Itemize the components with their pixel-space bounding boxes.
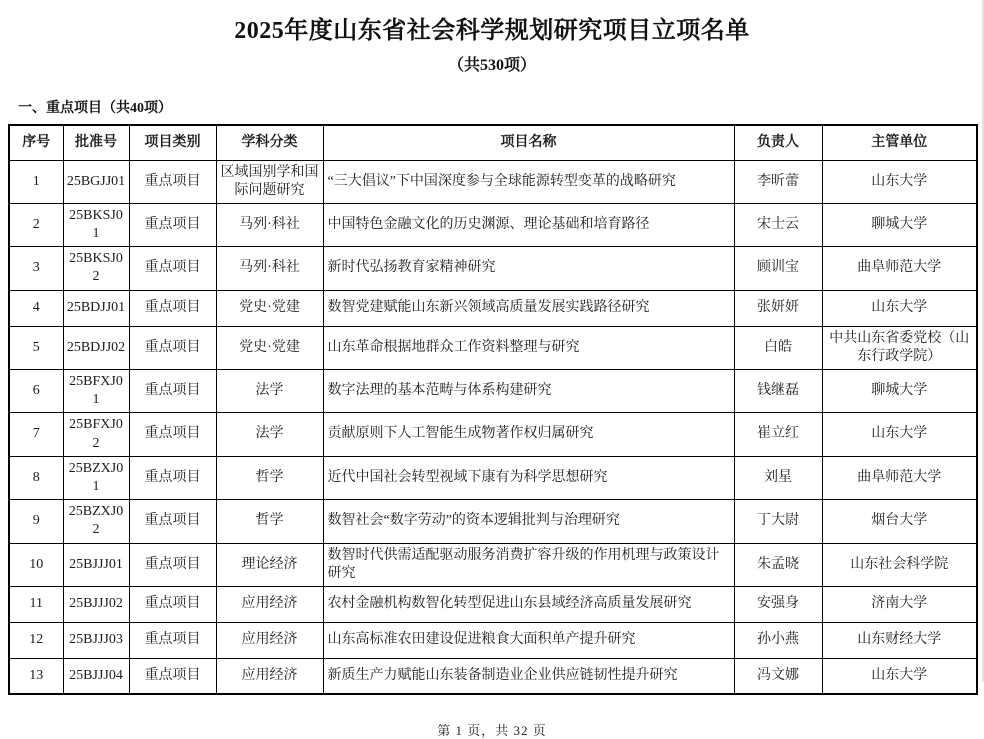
page-number-footer: 第 1 页，共 32 页 <box>437 723 547 739</box>
cell-category: 重点项目 <box>129 290 216 326</box>
cell-project: “三大倡议”下中国深度参与全球能源转型变革的战略研究 <box>323 160 734 203</box>
cell-project: 数智党建赋能山东新兴领域高质量发展实践路径研究 <box>323 290 734 326</box>
table-row <box>9 203 977 246</box>
section-heading: 一、重点项目（共40项） <box>18 101 172 116</box>
cell-no: 7 <box>9 413 63 456</box>
cell-discipline: 马列·科社 <box>216 203 323 246</box>
column-header: 批准号 <box>63 125 129 160</box>
cell-leader: 宋士云 <box>734 203 822 246</box>
column-header: 负责人 <box>734 125 822 160</box>
table-header-row <box>9 125 977 160</box>
cell-approval_no: 25BJJJ04 <box>63 658 129 694</box>
cell-discipline: 马列·科社 <box>216 247 323 290</box>
cell-leader: 朱孟晓 <box>734 543 822 586</box>
cell-discipline: 应用经济 <box>216 622 323 658</box>
table-row <box>9 160 977 203</box>
cell-no: 3 <box>9 247 63 290</box>
cell-unit: 山东财经大学 <box>822 622 977 658</box>
cell-no: 10 <box>9 543 63 586</box>
cell-project: 中国特色金融文化的历史渊源、理论基础和培育路径 <box>323 203 734 246</box>
cell-approval_no: 25BKSJ02 <box>63 247 129 290</box>
cell-unit: 曲阜师范大学 <box>822 456 977 499</box>
cell-project: 数字法理的基本范畴与体系构建研究 <box>323 370 734 413</box>
column-header: 项目类别 <box>129 125 216 160</box>
column-header: 序号 <box>9 125 63 160</box>
cell-approval_no: 25BZXJ01 <box>63 456 129 499</box>
table-body <box>9 160 977 694</box>
cell-discipline: 法学 <box>216 413 323 456</box>
cell-category: 重点项目 <box>129 203 216 246</box>
page-subtitle: （共530项） <box>447 57 536 74</box>
cell-category: 重点项目 <box>129 500 216 543</box>
cell-approval_no: 25BZXJ02 <box>63 500 129 543</box>
cell-discipline: 应用经济 <box>216 658 323 694</box>
cell-leader: 钱继磊 <box>734 370 822 413</box>
cell-unit: 聊城大学 <box>822 370 977 413</box>
cell-no: 12 <box>9 622 63 658</box>
cell-category: 重点项目 <box>129 326 216 369</box>
table-row <box>9 586 977 622</box>
cell-approval_no: 25BGJJ01 <box>63 160 129 203</box>
cell-category: 重点项目 <box>129 586 216 622</box>
cell-category: 重点项目 <box>129 160 216 203</box>
table-row <box>9 658 977 694</box>
table-row <box>9 326 977 369</box>
table-row <box>9 370 977 413</box>
cell-unit: 山东大学 <box>822 658 977 694</box>
cell-leader: 张妍妍 <box>734 290 822 326</box>
table-row <box>9 456 977 499</box>
cell-no: 8 <box>9 456 63 499</box>
cell-project: 贡献原则下人工智能生成物著作权归属研究 <box>323 413 734 456</box>
cell-leader: 孙小燕 <box>734 622 822 658</box>
cell-category: 重点项目 <box>129 413 216 456</box>
cell-unit: 山东大学 <box>822 160 977 203</box>
cell-project: 新时代弘扬教育家精神研究 <box>323 247 734 290</box>
cell-discipline: 哲学 <box>216 500 323 543</box>
cell-project: 山东革命根据地群众工作资料整理与研究 <box>323 326 734 369</box>
table-row <box>9 247 977 290</box>
cell-leader: 丁大尉 <box>734 500 822 543</box>
cell-unit: 山东大学 <box>822 413 977 456</box>
cell-approval_no: 25BJJJ03 <box>63 622 129 658</box>
cell-leader: 冯文娜 <box>734 658 822 694</box>
cell-project: 农村金融机构数智化转型促进山东县域经济高质量发展研究 <box>323 586 734 622</box>
cell-unit: 曲阜师范大学 <box>822 247 977 290</box>
cell-no: 9 <box>9 500 63 543</box>
cell-project: 近代中国社会转型视域下康有为科学思想研究 <box>323 456 734 499</box>
cell-unit: 山东社会科学院 <box>822 543 977 586</box>
cell-category: 重点项目 <box>129 247 216 290</box>
cell-approval_no: 25BJJJ02 <box>63 586 129 622</box>
cell-leader: 刘星 <box>734 456 822 499</box>
cell-no: 5 <box>9 326 63 369</box>
cell-discipline: 法学 <box>216 370 323 413</box>
cell-discipline: 区域国别学和国际问题研究 <box>216 160 323 203</box>
cell-unit: 聊城大学 <box>822 203 977 246</box>
cell-category: 重点项目 <box>129 658 216 694</box>
cell-unit: 山东大学 <box>822 290 977 326</box>
table-row <box>9 622 977 658</box>
cell-project: 新质生产力赋能山东装备制造业企业供应链韧性提升研究 <box>323 658 734 694</box>
cell-discipline: 理论经济 <box>216 543 323 586</box>
cell-no: 13 <box>9 658 63 694</box>
page-title: 2025年度山东省社会科学规划研究项目立项名单 <box>234 18 750 44</box>
table-header <box>9 125 977 160</box>
cell-leader: 顾训宝 <box>734 247 822 290</box>
cell-project: 山东高标准农田建设促进粮食大面积单产提升研究 <box>323 622 734 658</box>
column-header: 学科分类 <box>216 125 323 160</box>
cell-no: 1 <box>9 160 63 203</box>
cell-approval_no: 25BDJJ02 <box>63 326 129 369</box>
cell-discipline: 党史·党建 <box>216 290 323 326</box>
cell-category: 重点项目 <box>129 456 216 499</box>
cell-discipline: 应用经济 <box>216 586 323 622</box>
cell-discipline: 哲学 <box>216 456 323 499</box>
cell-approval_no: 25BDJJ01 <box>63 290 129 326</box>
cell-project: 数智时代供需适配驱动服务消费扩容升级的作用机理与政策设计研究 <box>323 543 734 586</box>
cell-approval_no: 25BFXJ01 <box>63 370 129 413</box>
cell-category: 重点项目 <box>129 370 216 413</box>
cell-project: 数智社会“数字劳动”的资本逻辑批判与治理研究 <box>323 500 734 543</box>
cell-no: 11 <box>9 586 63 622</box>
cell-category: 重点项目 <box>129 543 216 586</box>
table-row <box>9 500 977 543</box>
cell-leader: 李昕蕾 <box>734 160 822 203</box>
cell-approval_no: 25BFXJ02 <box>63 413 129 456</box>
project-table <box>8 124 978 695</box>
table-row <box>9 413 977 456</box>
column-header: 项目名称 <box>323 125 734 160</box>
cell-discipline: 党史·党建 <box>216 326 323 369</box>
column-header: 主管单位 <box>822 125 977 160</box>
cell-unit: 济南大学 <box>822 586 977 622</box>
cell-approval_no: 25BJJJ01 <box>63 543 129 586</box>
cell-category: 重点项目 <box>129 622 216 658</box>
cell-approval_no: 25BKSJ01 <box>63 203 129 246</box>
cell-no: 2 <box>9 203 63 246</box>
cell-leader: 安强身 <box>734 586 822 622</box>
cell-leader: 崔立红 <box>734 413 822 456</box>
cell-unit: 中共山东省委党校（山东行政学院） <box>822 326 977 369</box>
table-row <box>9 543 977 586</box>
cell-no: 6 <box>9 370 63 413</box>
cell-leader: 白皓 <box>734 326 822 369</box>
cell-unit: 烟台大学 <box>822 500 977 543</box>
cell-no: 4 <box>9 290 63 326</box>
table-row <box>9 290 977 326</box>
